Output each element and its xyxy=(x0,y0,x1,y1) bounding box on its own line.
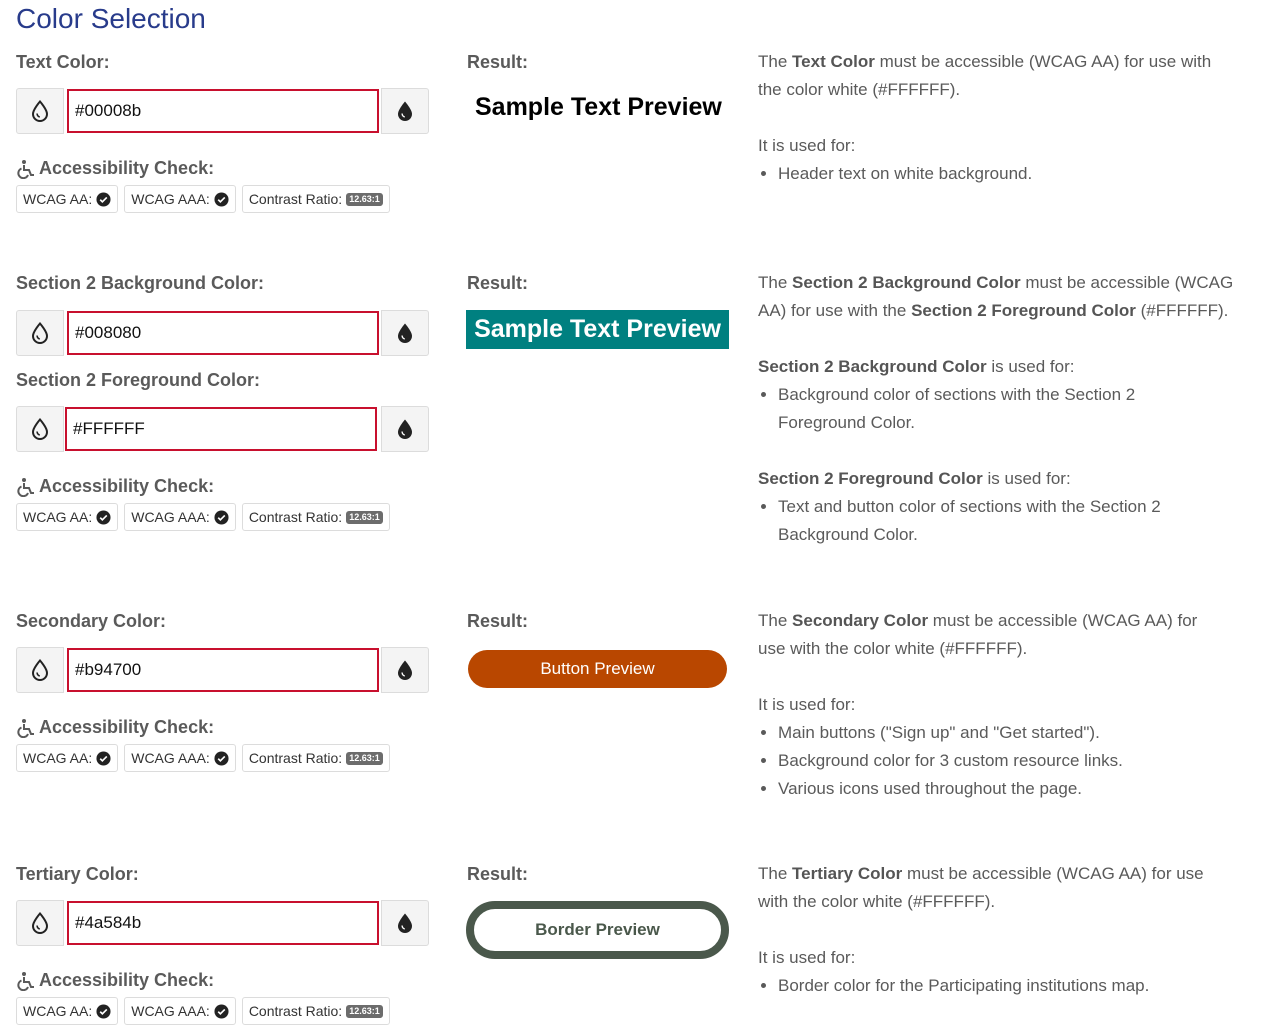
list-item: • Header text on white background. xyxy=(778,160,1218,188)
check-circle-icon xyxy=(96,1004,111,1019)
result-label: Result: xyxy=(467,864,529,884)
accessibility-badges xyxy=(16,185,390,213)
droplet-outline-icon xyxy=(31,322,49,344)
contrast-ratio-badge: Contrast Ratio: 12.63:1 xyxy=(242,185,390,213)
list-item: • Text and button color of sections with the Section 2 Background Color. xyxy=(778,493,1228,549)
accessibility-check-heading xyxy=(16,717,214,738)
reset-color-button[interactable] xyxy=(16,900,64,946)
border-preview: Border Preview xyxy=(466,901,729,959)
wheelchair-icon xyxy=(16,718,36,738)
secondary-input-group xyxy=(16,647,429,693)
droplet-filled-icon xyxy=(396,912,414,934)
contrast-ratio-value: 12.63:1 xyxy=(346,1005,383,1018)
accessibility-check-text: Accessibility Check: xyxy=(39,476,215,496)
accessibility-check-text: Accessibility Check: xyxy=(39,158,215,178)
secondary-input[interactable] xyxy=(67,648,379,692)
droplet-outline-icon xyxy=(31,418,49,440)
text-color-description: The Text Color must be accessible (WCAG AA) for use with the color white (#FFFFFF). It is used for: • Header text on white background. xyxy=(758,48,1218,188)
wcag-aaa-badge: WCAG AAA: xyxy=(124,997,236,1025)
list-item: • Main buttons ("Sign up" and "Get started"). xyxy=(778,719,1218,747)
secondary-label: Secondary Color: xyxy=(16,611,167,631)
reset-color-button[interactable] xyxy=(16,88,64,134)
tertiary-input[interactable] xyxy=(67,901,379,945)
droplet-filled-icon xyxy=(396,322,414,344)
text-color-input-group xyxy=(16,88,429,134)
contrast-ratio-value: 12.63:1 xyxy=(346,752,383,765)
text-color-preview: Sample Text Preview xyxy=(475,93,722,121)
wcag-aaa-badge: WCAG AAA: xyxy=(124,503,236,531)
wcag-aaa-badge: WCAG AAA: xyxy=(124,744,236,772)
droplet-outline-icon xyxy=(31,912,49,934)
section2-fg-input[interactable] xyxy=(65,407,377,451)
reset-color-button[interactable] xyxy=(16,310,64,356)
button-preview[interactable]: Button Preview xyxy=(468,650,727,688)
wheelchair-icon xyxy=(16,477,36,497)
accessibility-check-heading xyxy=(16,158,214,179)
tertiary-label: Tertiary Color: xyxy=(16,864,139,884)
result-label: Result: xyxy=(467,611,529,631)
color-picker-button[interactable] xyxy=(381,647,429,693)
accessibility-check-heading xyxy=(16,970,214,991)
color-picker-button[interactable] xyxy=(381,900,429,946)
result-label: Result: xyxy=(467,52,529,72)
section2-bg-input[interactable] xyxy=(67,311,379,355)
color-picker-button[interactable] xyxy=(381,88,429,134)
contrast-ratio-value: 12.63:1 xyxy=(346,193,383,206)
section2-bg-label: Section 2 Background Color: xyxy=(16,273,265,293)
accessibility-badges xyxy=(16,503,390,531)
droplet-filled-icon xyxy=(396,100,414,122)
check-circle-icon xyxy=(214,751,229,766)
reset-color-button[interactable] xyxy=(16,406,64,452)
color-picker-button[interactable] xyxy=(381,310,429,356)
page-title: Color Selection xyxy=(16,3,206,34)
text-color-input[interactable] xyxy=(67,89,379,133)
secondary-description: The Secondary Color must be accessible (WCAG AA) for use with the color white (#FFFFFF). It is used for: • Main buttons ("Sign up" and "Get started"). • Background color for 3 custom resource links. • Various icons used throughout the page. xyxy=(758,607,1218,803)
check-circle-icon xyxy=(96,751,111,766)
accessibility-badges xyxy=(16,997,390,1025)
color-picker-button[interactable] xyxy=(381,406,429,452)
droplet-filled-icon xyxy=(396,659,414,681)
check-circle-icon xyxy=(96,192,111,207)
wcag-aa-badge: WCAG AA: xyxy=(16,997,118,1025)
contrast-ratio-value: 12.63:1 xyxy=(346,511,383,524)
tertiary-description: The Tertiary Color must be accessible (WCAG AA) for use with the color white (#FFFFFF). It is used for: • Border color for the Participating institutions map. xyxy=(758,860,1218,1000)
wheelchair-icon xyxy=(16,971,36,991)
check-circle-icon xyxy=(214,510,229,525)
section2-bg-input-group xyxy=(16,310,429,356)
section2-preview: Sample Text Preview xyxy=(466,310,729,349)
accessibility-check-text: Accessibility Check: xyxy=(39,970,215,990)
wheelchair-icon xyxy=(16,159,36,179)
result-label: Result: xyxy=(467,273,529,293)
check-circle-icon xyxy=(214,192,229,207)
tertiary-input-group xyxy=(16,900,429,946)
section2-description: The Section 2 Background Color must be accessible (WCAG AA) for use with the Section 2 Foreground Color (#FFFFFF). Section 2 Background Color is used for: • Background color of sections with the Section 2 Foreground Color. Section 2 Foreground Color is used for: • Text and button color of sections with the Section 2 Background Color. xyxy=(758,269,1263,549)
wcag-aaa-badge: WCAG AAA: xyxy=(124,185,236,213)
droplet-outline-icon xyxy=(31,659,49,681)
section2-fg-input-group xyxy=(16,406,429,452)
droplet-filled-icon xyxy=(396,418,414,440)
contrast-ratio-badge: Contrast Ratio: 12.63:1 xyxy=(242,744,390,772)
wcag-aa-badge: WCAG AA: xyxy=(16,503,118,531)
text-color-label: Text Color: xyxy=(16,52,110,72)
check-circle-icon xyxy=(214,1004,229,1019)
wcag-aa-badge: WCAG AA: xyxy=(16,744,118,772)
accessibility-check-heading xyxy=(16,476,214,497)
section2-fg-label: Section 2 Foreground Color: xyxy=(16,370,261,390)
list-item: • Background color of sections with the Section 2 Foreground Color. xyxy=(778,381,1198,437)
check-circle-icon xyxy=(96,510,111,525)
list-item: • Border color for the Participating institutions map. xyxy=(778,972,1218,1000)
wcag-aa-badge: WCAG AA: xyxy=(16,185,118,213)
reset-color-button[interactable] xyxy=(16,647,64,693)
list-item: • Background color for 3 custom resource links. xyxy=(778,747,1218,775)
accessibility-check-text: Accessibility Check: xyxy=(39,717,215,737)
contrast-ratio-badge: Contrast Ratio: 12.63:1 xyxy=(242,503,390,531)
list-item: • Various icons used throughout the page. xyxy=(778,775,1218,803)
contrast-ratio-badge: Contrast Ratio: 12.63:1 xyxy=(242,997,390,1025)
accessibility-badges xyxy=(16,744,390,772)
droplet-outline-icon xyxy=(31,100,49,122)
